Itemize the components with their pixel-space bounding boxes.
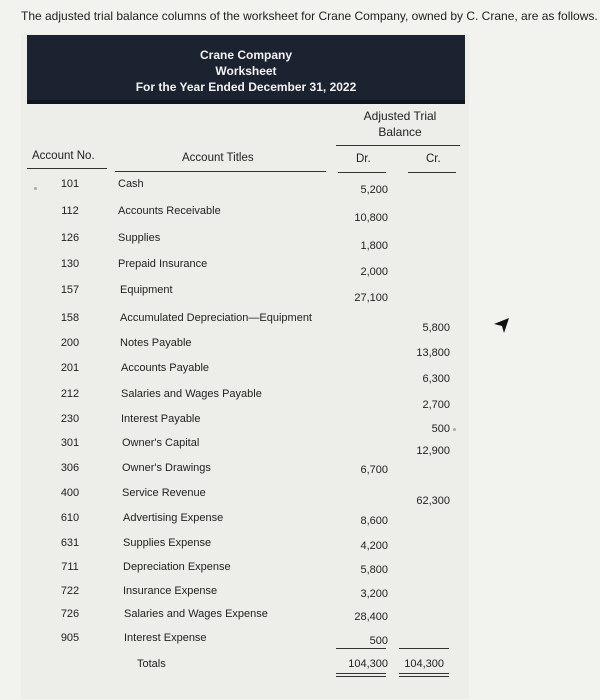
company-name: Crane Company bbox=[199, 48, 293, 62]
table-row bbox=[0, 632, 600, 652]
cr-sum-rule bbox=[399, 648, 449, 649]
table-row bbox=[0, 413, 600, 433]
account-number: 726 bbox=[60, 608, 80, 620]
dr-header: Dr. bbox=[356, 153, 371, 165]
account-number: 126 bbox=[60, 232, 80, 244]
account-title: Equipment bbox=[120, 284, 173, 296]
group-heading-rule bbox=[336, 145, 460, 146]
dr-rule bbox=[338, 172, 386, 173]
table-row bbox=[0, 608, 600, 628]
account-number: 400 bbox=[60, 487, 80, 499]
account-title: Accumulated Depreciation—Equipment bbox=[120, 312, 312, 324]
table-row bbox=[0, 232, 600, 252]
mouse-cursor-icon bbox=[492, 314, 512, 334]
dr-total-underline-2 bbox=[336, 676, 386, 677]
account-number: 711 bbox=[61, 561, 79, 573]
debit-amount: 5,800 bbox=[360, 564, 388, 576]
speck-mark bbox=[34, 187, 37, 190]
account-number: 610 bbox=[60, 512, 80, 524]
dr-total-underline-1 bbox=[336, 673, 386, 674]
cr-total-underline-1 bbox=[399, 673, 449, 674]
statement-period: For the Year Ended December 31, 2022 bbox=[135, 80, 357, 94]
account-number: 905 bbox=[60, 632, 80, 644]
account-title: Advertising Expense bbox=[123, 512, 224, 524]
statement-name: Worksheet bbox=[215, 64, 277, 78]
credit-amount: 62,300 bbox=[416, 495, 450, 507]
account-number: 306 bbox=[60, 462, 80, 474]
account-title: Salaries and Wages Payable bbox=[121, 388, 262, 400]
group-heading-line2: Balance bbox=[378, 125, 422, 139]
account-number: 722 bbox=[60, 585, 80, 597]
account-title: Insurance Expense bbox=[123, 585, 218, 597]
group-heading-line1: Adjusted Trial bbox=[363, 109, 437, 123]
account-title: Interest Payable bbox=[121, 413, 201, 425]
account-titles-header: Account Titles bbox=[182, 152, 254, 164]
table-row bbox=[0, 585, 600, 605]
table-row bbox=[0, 537, 600, 557]
debit-amount: 2,000 bbox=[360, 266, 388, 278]
account-number: 631 bbox=[60, 537, 80, 549]
speck-mark bbox=[453, 428, 456, 431]
adjusted-trial-balance-heading bbox=[356, 108, 444, 140]
account-title: Depreciation Expense bbox=[123, 561, 231, 573]
account-number: 130 bbox=[60, 258, 80, 270]
debit-amount: 500 bbox=[369, 635, 388, 647]
account-number: 200 bbox=[60, 337, 80, 349]
table-row bbox=[0, 487, 600, 507]
account-title: Service Revenue bbox=[122, 487, 206, 499]
cr-total-underline-2 bbox=[399, 676, 449, 677]
credit-amount: 500 bbox=[431, 423, 450, 435]
dr-sum-rule bbox=[336, 648, 386, 649]
debit-amount: 27,100 bbox=[354, 292, 388, 304]
debit-amount: 3,200 bbox=[360, 588, 388, 600]
account-title: Owner's Drawings bbox=[122, 462, 211, 474]
table-row bbox=[0, 561, 600, 581]
account-title: Salaries and Wages Expense bbox=[124, 608, 268, 620]
account-number: 201 bbox=[60, 362, 80, 374]
account-title: Interest Expense bbox=[124, 632, 207, 644]
totals-row bbox=[0, 658, 600, 678]
cr-header: Cr. bbox=[426, 153, 441, 165]
credit-amount: 6,300 bbox=[422, 373, 450, 385]
debit-amount: 10,800 bbox=[354, 212, 388, 224]
table-row bbox=[0, 284, 600, 304]
table-row bbox=[0, 205, 600, 225]
debit-amount: 8,600 bbox=[360, 515, 388, 527]
debit-amount: 4,200 bbox=[360, 540, 388, 552]
totals-dr: 104,300 bbox=[348, 658, 388, 670]
table-row bbox=[0, 178, 600, 198]
account-number: 158 bbox=[60, 312, 80, 324]
account-number: 301 bbox=[60, 437, 80, 449]
table-row bbox=[0, 388, 600, 411]
debit-amount: 28,400 bbox=[354, 611, 388, 623]
account-title: Supplies bbox=[118, 232, 161, 244]
debit-amount: 5,200 bbox=[360, 184, 388, 196]
account-title: Owner's Capital bbox=[122, 437, 200, 449]
table-row bbox=[0, 437, 600, 457]
table-row bbox=[0, 362, 600, 385]
account-number: 101 bbox=[60, 178, 80, 190]
intro-text: The adjusted trial balance columns of the worksheet for Crane Company, owned by C. Crane, are as follows. bbox=[21, 9, 598, 23]
account-titles-rule bbox=[115, 171, 326, 172]
table-row bbox=[0, 337, 600, 357]
account-number: 112 bbox=[61, 205, 79, 217]
account-no-rule bbox=[27, 168, 107, 169]
account-title: Notes Payable bbox=[120, 337, 192, 349]
credit-amount: 5,800 bbox=[422, 322, 450, 334]
debit-amount: 6,700 bbox=[360, 464, 388, 476]
table-row bbox=[0, 512, 600, 532]
totals-cr: 104,300 bbox=[404, 658, 444, 670]
credit-amount: 12,900 bbox=[416, 445, 450, 457]
table-row bbox=[0, 258, 600, 278]
credit-amount: 13,800 bbox=[416, 347, 450, 359]
account-number: 212 bbox=[60, 388, 80, 400]
account-number: 230 bbox=[60, 413, 80, 425]
totals-label: Totals bbox=[137, 658, 166, 670]
debit-amount: 1,800 bbox=[360, 240, 388, 252]
account-no-header: Account No. bbox=[32, 150, 95, 162]
worksheet-header bbox=[27, 35, 465, 104]
account-title: Prepaid Insurance bbox=[118, 258, 208, 270]
cr-rule bbox=[408, 172, 456, 173]
account-title: Accounts Payable bbox=[121, 362, 210, 374]
table-row bbox=[0, 462, 600, 482]
account-title: Cash bbox=[118, 178, 144, 190]
credit-amount: 2,700 bbox=[422, 399, 450, 411]
account-title: Accounts Receivable bbox=[118, 205, 221, 217]
account-number: 157 bbox=[60, 284, 80, 296]
account-title: Supplies Expense bbox=[123, 537, 212, 549]
